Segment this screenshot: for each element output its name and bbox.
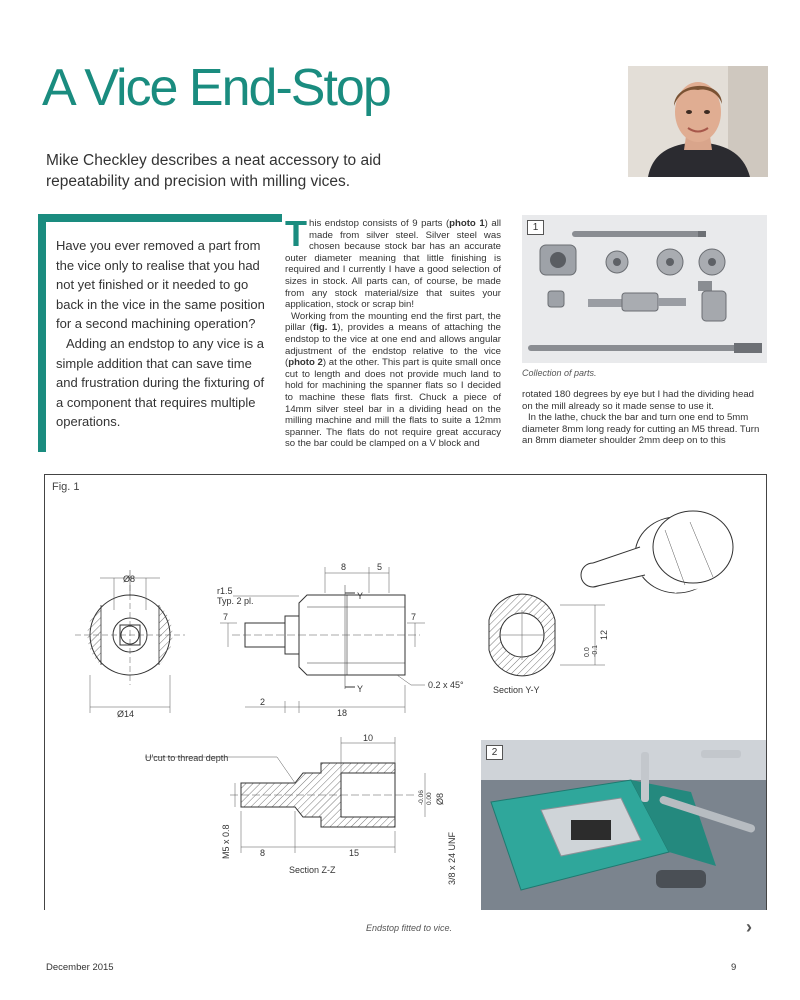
dim-7-left: 7 (223, 612, 229, 622)
side-elevation (217, 562, 464, 718)
intro-paragraph-2: Adding an endstop to any vice is a simple addition that can save time and frustration during the fixturing of a component that requires multiple operations. (56, 335, 265, 430)
figure-label: Fig. 1 (52, 481, 80, 493)
body-column-3 (522, 389, 767, 447)
footer-date: December 2015 (46, 962, 114, 973)
dim-8b: 8 (260, 848, 266, 858)
dim-2: 2 (260, 697, 266, 707)
photo-1-caption: Collection of parts. (522, 368, 597, 378)
section-yy (489, 594, 609, 695)
drop-cap: T (285, 213, 307, 254)
page-number: 9 (731, 962, 737, 973)
dim-8: 8 (341, 562, 347, 572)
body-text-c: Working from the mounting end the first part, the pillar ( (285, 310, 501, 334)
tol2-bot: 0.00 (426, 792, 433, 805)
body-text-b: ) all made from silver steel. Silver steel was chosen because stock bar has an accurate outer diameter meaning that little finishing is required and I currently I have a good selection of sizes in stock. All parts can, of course, be made from any stock material/size that suites your application, stock or scrap bin! (285, 218, 501, 311)
section-yy-label: Section Y-Y (493, 685, 540, 695)
tol-bot: -0.1 (592, 644, 599, 657)
body-text-d: ), provides a means of attaching the endstop to the vice at one end and allows angular adjustment of the endstop relative to the vice ( (285, 322, 502, 369)
body-column-2 (285, 213, 502, 450)
dim-10: 10 (363, 733, 374, 743)
dim-15: 15 (349, 848, 360, 858)
dim-y-bot: Y (357, 684, 364, 694)
tol2-top: -0.06 (418, 790, 425, 805)
fig-1-ref: fig. 1 (313, 322, 338, 334)
body-text-a: his endstop consists of 9 parts ( (309, 218, 450, 229)
dim-18: 18 (337, 708, 348, 718)
dim-r15: r1.5 (217, 586, 233, 596)
article-title: A Vice End-Stop (42, 59, 390, 117)
photo-1 (522, 215, 767, 363)
parts-illustration (522, 215, 767, 363)
end-view (75, 570, 185, 719)
vice-illustration (481, 740, 766, 910)
photo-2-number: 2 (486, 745, 503, 760)
intro-accent-top (38, 214, 282, 222)
tol-top: 0.0 (584, 647, 591, 657)
dim-unf: 3/8 x 24 UNF (447, 831, 457, 885)
dim-m5: M5 x 0.8 (221, 824, 231, 859)
intro-paragraph-1: Have you ever removed a part from the vice only to realise that you had not yet finished or it needed to go back in the vice in the same position for a second machining operation? (56, 238, 265, 332)
dim-typ: Typ. 2 pl. (217, 596, 254, 606)
isometric-view (581, 511, 733, 593)
intro-text (56, 236, 272, 432)
intro-accent-left (38, 214, 46, 452)
photo-2-caption: Endstop fitted to vice. (366, 923, 453, 933)
body-text-e: ) at the other. This part is quite small once cut to length and does not provide much land to hold for machining the spanner flats so I decided to machine these flats first. Chuck a piece of 14mm silver steel bar in a dividing head on the milling machine and mill the flats to suite a 12mm spanner. The flats do not require great accuracy so the bar could be clamped on a V block and (285, 357, 502, 450)
col3-paragraph-1: rotated 180 degrees by eye but I had the dividing head on the mill already so it made sense to use it. (522, 389, 755, 412)
photo-1-number: 1 (527, 220, 544, 235)
section-zz (145, 733, 457, 885)
article-standfirst: Mike Checkley describes a neat accessory to aid repeatability and precision with milling vices. (46, 152, 382, 190)
photo-2-ref: photo 2 (288, 357, 323, 369)
dim-dia8: Ø8 (123, 574, 136, 584)
chevron-right-icon[interactable]: › (746, 917, 752, 937)
section-zz-label: Section Z-Z (289, 865, 336, 875)
photo-1-ref: photo 1 (449, 218, 485, 229)
dim-dia14: Ø14 (117, 709, 135, 719)
dim-y-top: Y (357, 591, 364, 601)
photo-2 (481, 740, 766, 910)
dim-5: 5 (377, 562, 383, 572)
ucut-label: U'cut to thread depth (145, 753, 229, 763)
col3-paragraph-2: In the lathe, chuck the bar and turn one end to 5mm diameter 8mm long ready for cutting an M5 thread. Turn an 8mm diameter shoulder 2mm deep on to this (522, 412, 760, 447)
dim-chamfer: 0.2 x 45° (428, 680, 464, 690)
dim-7-right: 7 (411, 612, 417, 622)
dim-dia8b: Ø8 (435, 792, 445, 805)
author-photo (628, 66, 768, 177)
dim-12: 12 (599, 629, 609, 640)
